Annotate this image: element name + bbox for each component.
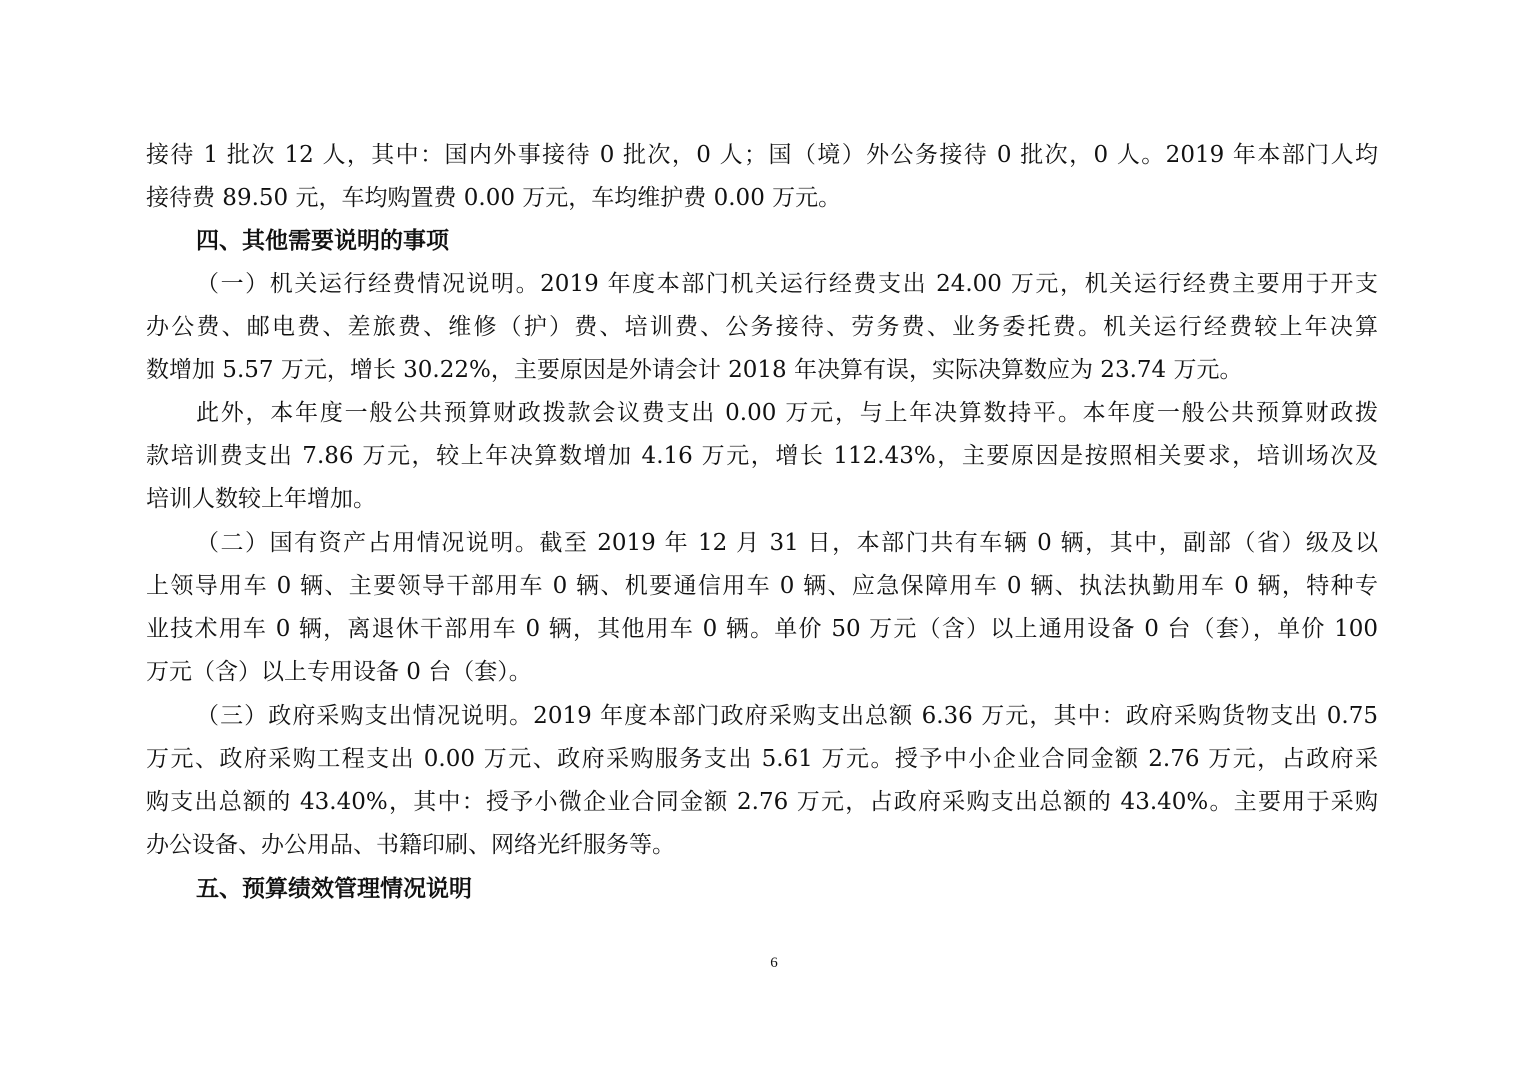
paragraph-line: 接待费 89.50 元，车均购置费 0.00 万元，车均维护费 0.00 万元。 [146,185,842,211]
section-heading-5: 五、预算绩效管理情况说明 [196,876,472,902]
paragraph-line: 万元（含）以上专用设备 0 台（套）。 [146,659,532,685]
paragraph-line: （三）政府采购支出情况说明。2019 年度本部门政府采购支出总额 6.36 万元，其中：政府采购货物支出 0.75 [196,703,1378,729]
paragraph-line: 业技术用车 0 辆，离退休干部用车 0 辆，其他用车 0 辆。单价 50 万元（含）以上通用设备 0 台（套），单价 100 [146,616,1378,642]
paragraph-line: 款培训费支出 7.86 万元，较上年决算数增加 4.16 万元，增长 112.43%，主要原因是按照相关要求，培训场次及 [146,443,1378,469]
paragraph-line: 此外，本年度一般公共预算财政拨款会议费支出 0.00 万元，与上年决算数持平。本年度一般公共预算财政拨 [196,400,1378,426]
paragraph-line: 上领导用车 0 辆、主要领导干部用车 0 辆、机要通信用车 0 辆、应急保障用车 0 辆、执法执勤用车 0 辆，特种专 [146,573,1378,599]
paragraph-line: 培训人数较上年增加。 [146,486,376,512]
paragraph-line: （二）国有资产占用情况说明。截至 2019 年 12 月 31 日，本部门共有车辆 0 辆，其中，副部（省）级及以 [196,530,1378,556]
paragraph-line: 购支出总额的 43.40%，其中：授予小微企业合同金额 2.76 万元，占政府采购支出总额的 43.40%。主要用于采购 [146,789,1378,815]
paragraph-line: （一）机关运行经费情况说明。2019 年度本部门机关运行经费支出 24.00 万元，机关运行经费主要用于开支 [196,271,1378,297]
paragraph-line: 办公设备、办公用品、书籍印刷、网络光纤服务等。 [146,832,675,858]
page-number: 6 [770,955,778,971]
paragraph-line: 接待 1 批次 12 人，其中：国内外事接待 0 批次，0 人；国（境）外公务接待 0 批次，0 人。2019 年本部门人均 [146,142,1378,168]
section-heading-4: 四、其他需要说明的事项 [196,228,449,254]
paragraph-line: 办公费、邮电费、差旅费、维修（护）费、培训费、公务接待、劳务费、业务委托费。机关运行经费较上年决算 [146,314,1378,340]
paragraph-line: 万元、政府采购工程支出 0.00 万元、政府采购服务支出 5.61 万元。授予中小企业合同金额 2.76 万元，占政府采 [146,746,1378,772]
paragraph-line: 数增加 5.57 万元，增长 30.22%，主要原因是外请会计 2018 年决算有误，实际决算数应为 23.74 万元。 [146,357,1243,383]
